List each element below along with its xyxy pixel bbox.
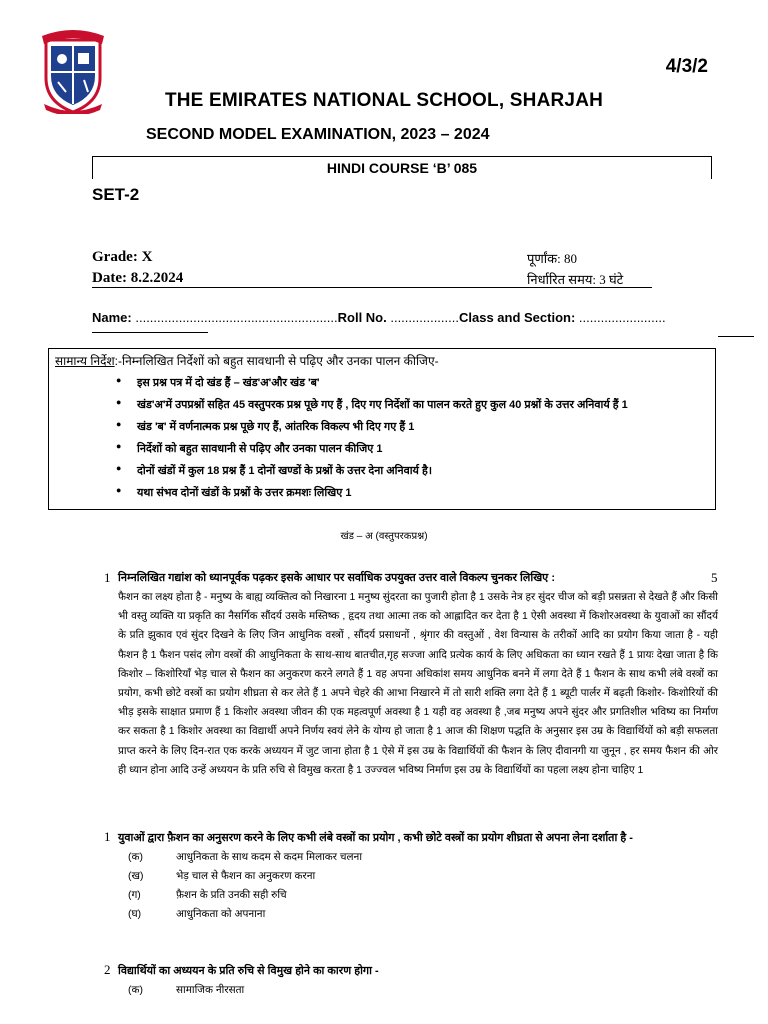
answer-options [128, 983, 744, 1002]
option-text: फ़ैशन के प्रति उनकी सही रुचि [176, 890, 287, 901]
sub-question [104, 829, 744, 926]
time-allowed: निर्धारित समय: 3 घंटे [527, 272, 624, 287]
instruction-item: ● दोनों खंडों में कुल 18 प्रश्न हैं 1 दोनों खण्डों के प्रश्नों के उत्तर देना अनिवार्य है। [137, 463, 697, 485]
exam-title: SECOND MODEL EXAMINATION, 2023 – 2024 [146, 126, 490, 143]
course-title: HINDI COURSE ‘B’ 085 [326, 160, 478, 176]
reading-passage: फैशन का लक्ष्य होता है - मनुष्य के बाह्य व्यक्तित्व को निखारना 1 मनुष्य सुंदरता का पुजारी होता है 1 उसके नेत्र हर सुंदर चीज को बड़ी प्रसन्नता से देखते हैं और किसी भी वस्तु व्यक्ति या प्रकृति का नैसर्गिक सौंदर्य उसके मस्तिष्क , हृदय तथा आत्मा तक को आह्लादित कर देता है 1 ऐसी अवस्था में किशोरअवस्था के युवाओं का सौंदर्य के प्रति झुकाव एवं सुंदर दिखने के लिए जिन आधुनिक वस्त्रों , सौंदर्य प्रसाधनों , श्रृंगार की वस्तुओं , वेश विन्यास के तरीकों आदि का प्रयोग किया जाता है - यही फैशन है 1 फैशन पसंद लोग वस्त्रों की आधुनिकता के साथ-साथ बातचीत,गृह सज्जा आदि प्रत्येक कार्य के लिए अधिकता का ध्यान रखते हैं 1 प्रायः देखा जाता है कि किशोर – किशोरियाँ भेड़ चाल से फैशन का अनुकरण करने लगते हैं 1 वह अपना अधिकांश समय आधुनिक बनने में लगा देते हैं 1 फैशन के साथ कभी लंबे वस्त्रों का प्रयोग, कभी छोटे वस्त्रों का प्रयोग शीघ्रता से कर लेते हैं 1 अपने चेहरे की आभा निखारने में तो सारी शक्ति लगा देते हैं 1 ब्यूटी पार्लर में बढ़ती किशोर- किशोरियों की भीड़ इसके साक्षात प्रमाण हैं 1 किशोर अवस्था जीवन की एक महत्वपूर्ण अवस्था है 1 यही वह अवस्था है ,जब मनुष्य अपने सुंदर और प्रगतिशील भविष्य का निर्माण कर सकता है 1 किशोर अवस्था का विद्यार्थी अपने निर्णय स्वयं लेने के योग्य हो जाता है 1 आज की शिक्षण पद्धति के अनुसार इस उम्र के विद्यार्थियों को बड़ी सफलता प्राप्त करने के लिए दिन-रात एक करके अध्ययन में जुट जाना होता है 1 ऐसे में इस उम्र के विद्यार्थियों की फैशन के लिए दीवानगी या जुनून , हर समय फैशन की ओर ही ध्यान होना आदि उन्हें अध्ययन के प्रति रुचि से विमुख करता है 1 उज्ज्वल भविष्य निर्माण इस उम्र के विद्यार्थियों का पहला लक्ष्य होना चाहिए 1 [118, 592, 718, 776]
class-section-label: Class and Section: [458, 310, 576, 325]
sub-question-number: 1 [104, 829, 111, 844]
option-text: आधुनिकता के साथ कदम से कदम मिलाकर चलना [176, 852, 363, 863]
option-label: (घ) [128, 909, 142, 920]
option-text: सामाजिक नीरसता [176, 985, 245, 996]
answer-option [128, 983, 744, 1002]
divider [718, 336, 754, 337]
divider [92, 287, 652, 288]
instruction-item: ● इस प्रश्न पत्र में दो खंड हैं – खंड'अ'और खंड 'ब' [137, 375, 697, 397]
grade: Grade: X [92, 249, 153, 265]
option-label: (ग) [128, 890, 141, 901]
roll-label: Roll No. [337, 310, 387, 325]
option-text: आधुनिकता को अपनाना [176, 909, 266, 920]
option-label: (क) [128, 985, 143, 996]
question-number: 1 [104, 570, 111, 585]
instructions-list [137, 375, 697, 507]
answer-options [128, 850, 744, 926]
instructions-heading-text: :-निम्नलिखित निर्देशों को बहुत सावधानी से पढ़िए और उनका पालन कीजिए- [114, 354, 439, 368]
answer-option [128, 888, 744, 907]
option-label: (क) [128, 852, 143, 863]
class-section-field: ........................ [575, 310, 666, 325]
option-text: भेड़ चाल से फैशन का अनुकरण करना [176, 871, 316, 882]
question-marks: 5 [711, 570, 718, 585]
student-details-row [92, 310, 666, 325]
instructions-heading [55, 352, 439, 369]
answer-option [128, 850, 744, 869]
instruction-item: ● खंड'अ'में उपप्रश्नों सहित 45 वस्तुपरक प्रश्न पूछे गए हैं , दिए गए निर्देशों का पालन करते हुए कुल 40 प्रश्नों के उत्तर अनिवार्य हैं 1 [137, 397, 697, 419]
max-marks: पूर्णांक: 80 [527, 251, 577, 266]
question-text: निम्नलिखित गद्यांश को ध्यानपूर्वक पढ़कर इसके आधार पर सर्वाधिक उपयुक्त उत्तर वाले विकल्प चुनकर लिखिए : [118, 572, 555, 584]
section-heading: खंड – अ (वस्तुपरकप्रश्न) [340, 531, 428, 542]
course-title-box [92, 156, 712, 179]
school-name: THE EMIRATES NATIONAL SCHOOL, SHARJAH [164, 90, 604, 111]
option-label: (ख) [128, 871, 144, 882]
sub-question-number: 2 [104, 962, 111, 977]
general-instructions-box [48, 348, 716, 510]
paper-code: 4/3/2 [665, 56, 708, 77]
answer-option [128, 907, 744, 926]
sub-question-text: युवाओं द्वारा फ़ैशन का अनुसरण करने के लिए कभी लंबे वस्त्रों का प्रयोग , कभी छोटे वस्त्रों का प्रयोग शीघ्रता से अपना लेना दर्शाता है - [118, 832, 633, 844]
sub-question-text: विद्यार्थियों का अध्ययन के प्रति रुचि से विमुख होने का कारण होगा - [118, 965, 379, 977]
instructions-heading-label: सामान्य निर्देश [55, 354, 115, 368]
divider [92, 332, 208, 333]
roll-field: ................... [386, 310, 459, 325]
instruction-item: ● निर्देशों को बहुत सावधानी से पढ़िए और उनका पालन कीजिए 1 [137, 441, 697, 463]
answer-option [128, 869, 744, 888]
instruction-item: ● खंड 'ब' में वर्णनात्मक प्रश्न पूछे गए हैं, आंतरिक विकल्प भी दिए गए हैं 1 [137, 419, 697, 441]
name-label: Name: [92, 310, 132, 325]
set-label: SET-2 [92, 185, 140, 204]
instruction-item: ● यथा संभव दोनों खंडों के प्रश्नों के उत्तर क्रमशः लिखिए 1 [137, 485, 697, 507]
name-field: ........................................................ [131, 310, 338, 325]
sub-question [104, 962, 744, 1002]
exam-date: Date: 8.2.2024 [92, 270, 184, 286]
